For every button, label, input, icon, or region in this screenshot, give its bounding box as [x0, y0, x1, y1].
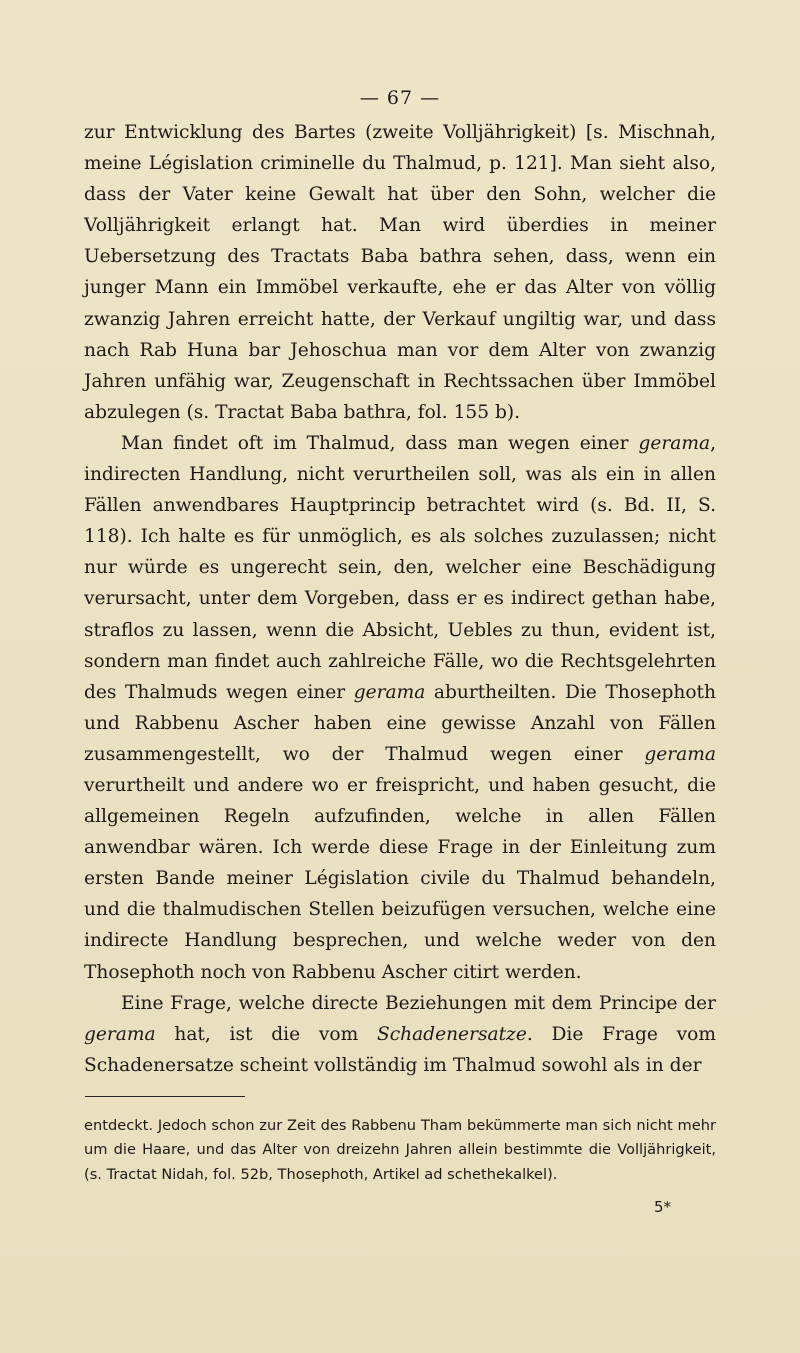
paragraph-1 [84, 117, 716, 428]
text-run: , indirecten Handlung, nicht verurtheilen soll, was als ein in allen Fällen anwendbares Hauptprincip betrachtet wird (s. Bd. II, S. 118). Ich halte es für unmöglich, es als solches zuzulassen; nicht nur würde es ungerecht sein, den, welcher eine Beschädigung verursacht, unter dem Vorgeben, dass er es indirect gethan habe, straflos zu lassen, wenn die Absicht, Uebles zu thun, evident ist, sondern man findet auch zahlreiche Fälle, wo die Rechtsgelehrten des Thalmuds wegen einer [84, 432, 716, 703]
italic-term: gerama [644, 743, 716, 765]
footnote-divider [85, 1096, 245, 1097]
text-run: Eine Frage, welche directe Beziehungen mit dem Principe der [121, 992, 716, 1014]
text-run: . Die Frage vom Schadenersatze scheint vollständig im Thalmud sowohl als in der [84, 1023, 716, 1076]
main-text [84, 117, 716, 1081]
footnote: entdeckt. Jedoch schon zur Zeit des Rabbenu Tham bekümmerte man sich nicht mehr um die Haare, und das Alter von dreizehn Jahren allein bestimmte die Volljährigkeit, (s. Tractat Nidah, fol. 52b, Thosephoth, Artikel ad schethekalkel). [84, 1117, 716, 1183]
text-run: hat, ist die vom [155, 1023, 377, 1045]
text-run: aburtheilten. Die Thosephoth und Rabbenu Ascher haben eine gewisse Anzahl von Fällen zusammengestellt, wo der Thalmud wegen einer [84, 681, 716, 765]
page-number: — 67 — [359, 87, 441, 109]
text-run: Man findet oft im Thalmud, dass man wegen einer [121, 432, 639, 454]
italic-term: gerama [638, 432, 711, 454]
text-run: verurtheilt und andere wo er freispricht, und haben gesucht, die allgemeinen Regeln aufzufinden, welche in allen Fällen anwendbar wären. Ich werde diese Frage in der Einleitung zum ersten Bande meiner Législation civile du Thalmud behandeln, und die thalmudischen Stellen beizufügen versuchen, welche eine indirecte Handlung besprechen, und welche weder von den Thosephoth noch von Rabbenu Ascher citirt werden. [84, 774, 716, 983]
paragraph-3 [84, 988, 716, 1081]
italic-term: Schadenersatze [376, 1023, 527, 1045]
italic-term: gerama [353, 681, 426, 703]
printer-signature: 5* [654, 1198, 672, 1216]
paragraph-2 [84, 428, 716, 988]
text-run: zur Entwicklung des Bartes (zweite Volljährigkeit) [s. Mischnah, meine Législation criminelle du Thalmud, p. 121]. Man sieht also, dass der Vater keine Gewalt hat über den Sohn, welcher die Volljährigkeit erlangt hat. Man wird überdies in meiner Uebersetzung des Tractats Baba bathra sehen, dass, wenn ein junger Mann ein Immöbel verkaufte, ehe er das Alter von völlig zwanzig Jahren erreicht hatte, der Verkauf ungiltig war, und dass nach Rab Huna bar Jehoschua man vor dem Alter von zwanzig Jahren unfähig war, Zeugenschaft in Rechtssachen über Immöbel abzulegen (s. Tractat Baba bathra, fol. 155 b). [84, 122, 716, 423]
italic-term: gerama [84, 1023, 156, 1045]
